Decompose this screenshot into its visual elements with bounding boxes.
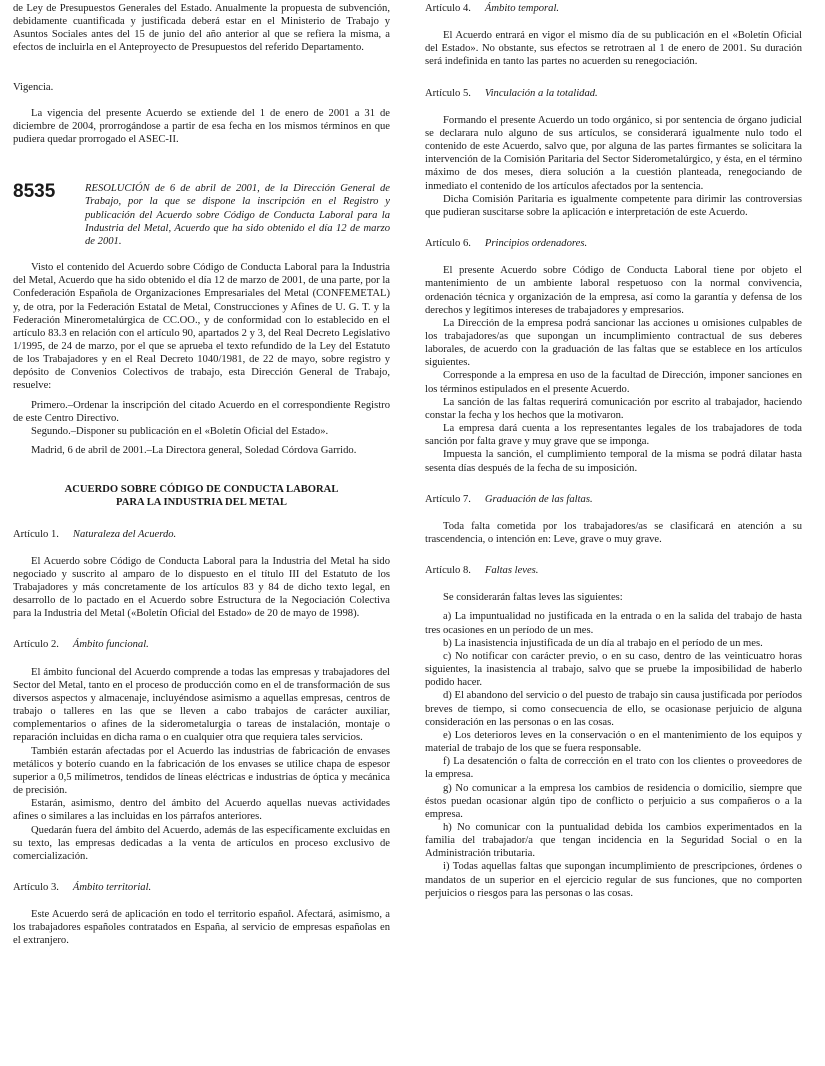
- article-4-paragraph: El Acuerdo entrará en vigor el mismo día de su publicación en el «Boletín Oficial del Estado». No obstante, sus efectos se retrotraen al 1 de enero de 2001. Su duración será indefinida en tanto las partes no acuerden su renegociación.: [425, 30, 802, 68]
- left-column: [13, 0, 390, 948]
- article-6-paragraph-6: Impuesta la sanción, el cumplimiento temporal de la misma se podrá dilatar hasta sesenta días después de la fecha de su imposición.: [425, 449, 802, 474]
- article-3-paragraph: Este Acuerdo será de aplicación en todo el territorio español. Afectará, asimismo, a los trabajadores españoles contratados en España, al servicio de empresas españolas en el extranjero.: [13, 909, 390, 947]
- resolution-block: [13, 182, 390, 248]
- article-7-label: Artículo 7.: [425, 493, 471, 505]
- visto-paragraph: Visto el contenido del Acuerdo sobre Código de Conducta Laboral para la Industria del Metal, Acuerdo que ha sido obtenido el día 12 de marzo de 2001, de una parte, por la Confederación Española de Organizaciones Empresariales del Metal (CONFEMETAL) y, de otra, por la Federación Estatal de Metal, Construcciones y Afines de U. G. T. y la Federación Minerometalúrgica de CC.OO., y de conformidad con lo establecido en el artículo 83.3 en relación con el artículo 90, apartados 2 y 3, del Real Decreto Legislativo 1/1995, de 24 de marzo, por el que se aprueba el texto refundido de la Ley del Estatuto de los Trabajadores y en el Real Decreto 1040/1981, de 22 de mayo, sobre registro y depósito de Convenios Colectivos de trabajo, esta Dirección General de Trabajo, resuelve:: [13, 262, 390, 392]
- list-item: a) La impuntualidad no justificada en la entrada o en la salida del trabajo de hasta tres ocasiones en un período de un mes.: [425, 611, 802, 636]
- article-3-title: Ámbito territorial.: [72, 881, 152, 893]
- article-6-label: Artículo 6.: [425, 238, 471, 250]
- article-2-title: Ámbito funcional.: [72, 639, 149, 651]
- article-2-paragraph-2: También estarán afectadas por el Acuerdo las industrias de fabricación de envases metálicos y boterío cuando en la fabricación de los envases se utilice chapa de espesor superior a 0,5 milímetros, tendidos de líneas eléctricas e industrias de óptica y mecánica de precisión.: [13, 745, 390, 797]
- article-2-paragraph-1: El ámbito funcional del Acuerdo comprende a todas las empresas y trabajadores del Sector del Metal, tanto en el proceso de producción como en el de transformación de sus diversos aspectos y almacenaje, incluyéndose asimismo a aquellas empresas, centros de trabajo o talleres en las que se lleven a cabo trabajos de carácter auxiliar, complementarios o afines de la siderometalurgia o tareas de instalación, montaje o reparación incluidas en dicha rama o en cualquier otra que requiera tales servicios.: [13, 666, 390, 744]
- article-4-label: Artículo 4.: [425, 3, 471, 14]
- article-7-heading: [425, 493, 802, 506]
- article-6-title: Principios ordenadores.: [484, 238, 588, 250]
- agreement-title: [13, 483, 390, 509]
- article-6-paragraph-2: La Dirección de la empresa podrá sancionar las acciones u omisiones culpables de los trabajadores/as que supongan un incumplimiento contractual de sus deberes laborales, de acuerdo con la graduación de las faltas que se establece en los artículos siguientes.: [425, 317, 802, 369]
- article-1-title: Naturaleza del Acuerdo.: [72, 528, 177, 540]
- list-item: i) Todas aquellas faltas que supongan incumplimiento de prescripciones, órdenes o mandatos de un superior en el ejercicio regular de sus funciones, que no comporten perjuicios o riesgos para las personas o las cosas.: [425, 861, 802, 899]
- article-5-title: Vinculación a la totalidad.: [484, 87, 598, 99]
- article-5-label: Artículo 5.: [425, 87, 471, 99]
- resolution-title: RESOLUCIÓN de 6 de abril de 2001, de la Dirección General de Trabajo, por la que se dispone la inscripción en el Registro y publicación del Acuerdo sobre Código de Conducta Laboral para la Industria del Metal, Acuerdo que ha sido obtenido el día 12 de marzo de 2001.: [85, 183, 390, 247]
- list-item: c) No notificar con carácter previo, o en su caso, dentro de las veinticuatro horas siguientes, la inasistencia al trabajo, salvo que se pruebe la imposibilidad de haberlo podido hacer.: [425, 650, 802, 689]
- article-5-paragraph-1: Formando el presente Acuerdo un todo orgánico, si por sentencia de órgano judicial se declarara nulo alguno de sus artículos, se considerará igualmente nulo todo el contenido de este Acuerdo, salvo que, por alguna de las partes firmantes se solicitara la intervención de la Comisión Paritaria del Sector Siderometalúrgico, y ésta, en el término máximo de dos meses, diera solución a la cuestión planteada, renegociando de inmediato el contenido de los artículos afectados por la sentencia.: [425, 114, 802, 192]
- article-2-label: Artículo 2.: [13, 639, 59, 651]
- intro-paragraph: de Ley de Presupuestos Generales del Estado. Anualmente la propuesta de subvención, debidamente cuantificada y justificada deberá estar en el Ministerio de Trabajo y Asuntos Sociales antes del 15 de junio del año anterior al que se refiera la misma, a efectos de incluirla en el Anteproyecto de Presupuestos del referido Departamento.: [13, 3, 390, 54]
- right-column: [425, 0, 802, 900]
- list-item: e) Los deterioros leves en la conservación o en el mantenimiento de los equipos y material de trabajo de los que se fuera responsable.: [425, 729, 802, 755]
- article-2-paragraph-3: Estarán, asimismo, dentro del ámbito del Acuerdo aquellas nuevas actividades afines o similares a las incluidas en los párrafos anteriores.: [13, 798, 390, 823]
- article-3-heading: [13, 881, 390, 894]
- article-8-title: Faltas leves.: [484, 565, 539, 577]
- signature-paragraph: Madrid, 6 de abril de 2001.–La Directora general, Soledad Córdova Garrido.: [31, 445, 357, 457]
- article-5-paragraph-2: Dicha Comisión Paritaria es igualmente competente para dirimir las controversias que pudieran suscitarse sobre la aplicación e interpretación de este Acuerdo.: [425, 193, 802, 218]
- article-6-paragraph-3: Corresponde a la empresa en uso de la facultad de Dirección, imponer sanciones en los términos estipulados en el presente Acuerdo.: [425, 370, 802, 395]
- article-6-paragraph-5: La empresa dará cuenta a los representantes legales de los trabajadores de toda sanción por falta grave y muy grave que se imponga.: [425, 423, 802, 448]
- article-7-paragraph: Toda falta cometida por los trabajadores/as se clasificará en atención a su trascendencia, o intención en: Leve, grave o muy grave.: [425, 520, 802, 545]
- article-6-paragraph-4: La sanción de las faltas requerirá comunicación por escrito al trabajador, haciendo constar la fecha y los hechos que la motivaron.: [425, 396, 802, 421]
- primero-paragraph: Primero.–Ordenar la inscripción del citado Acuerdo en el correspondiente Registro de este Centro Directivo.: [13, 399, 390, 424]
- article-1-paragraph: El Acuerdo sobre Código de Conducta Laboral para la Industria del Metal ha sido negociado y suscrito al amparo de lo dispuesto en el título III del Estatuto de los Trabajadores y más concretamente de los artículos 83 y 84 de dicho texto legal, en desarrollo de lo pactado en el Acuerdo sobre Estructura de la Negociación Colectiva para la Industria del Metal («Boletín Oficial del Estado» de 20 de mayo de 1998).: [13, 555, 390, 620]
- article-2-paragraph-4: Quedarán fuera del ámbito del Acuerdo, además de las específicamente excluidas en su texto, las empresas dedicadas a la venta de artículos en proceso exclusivo de comercialización.: [13, 824, 390, 862]
- article-8-heading: [425, 564, 802, 577]
- resolution-number: 8535: [13, 181, 56, 203]
- list-item: h) No comunicar con la puntualidad debida los cambios experimentados en la familia del trabajador/a que tengan incidencia en la Seguridad Social o en la Administración tributaria.: [425, 821, 802, 860]
- list-item: b) La inasistencia injustificada de un día al trabajo en el período de un mes.: [443, 637, 763, 649]
- vigencia-paragraph: La vigencia del presente Acuerdo se extiende del 1 de enero de 2001 a 31 de diciembre de 2004, prorrogándose a partir de esa fecha en los mismos términos en que pudiera quedar prorrogado el ASEC-II.: [13, 107, 390, 146]
- vigencia-heading: Vigencia.: [13, 81, 54, 93]
- article-6-heading: [425, 237, 802, 250]
- segundo-paragraph: Segundo.–Disponer su publicación en el «Boletín Oficial del Estado».: [31, 425, 329, 437]
- article-8-intro: Se considerarán faltas leves las siguientes:: [443, 592, 623, 604]
- article-4-title: Ámbito temporal.: [484, 3, 560, 14]
- article-5-heading: [425, 87, 802, 100]
- list-item: d) El abandono del servicio o del puesto de trabajo sin causa justificada por períodos breves de tiempo, si como consecuencia de ello, se ocasionase perjuicio de alguna consideración en las personas o en las cosas.: [425, 690, 802, 728]
- agreement-title-line-1: ACUERDO SOBRE CÓDIGO DE CONDUCTA LABORAL: [64, 484, 339, 496]
- article-1-label: Artículo 1.: [13, 528, 59, 540]
- article-6-paragraph-1: El presente Acuerdo sobre Código de Conducta Laboral tiene por objeto el mantenimiento de un ambiente laboral respetuoso con la normal convivencia, ordenación técnica y organización de la empresa, así como la garantía y defensa de los derechos y legítimos intereses de trabajadores y empresarios.: [425, 265, 802, 316]
- article-8-label: Artículo 8.: [425, 565, 471, 577]
- article-4-heading: [425, 2, 802, 15]
- agreement-title-line-2: PARA LA INDUSTRIA DEL METAL: [116, 497, 287, 509]
- article-3-label: Artículo 3.: [13, 881, 59, 893]
- list-item: f) La desatención o falta de corrección en el trato con los clientes o proveedores de la empresa.: [425, 756, 802, 781]
- article-1-heading: [13, 528, 390, 541]
- article-7-title: Graduación de las faltas.: [484, 493, 593, 505]
- list-item: g) No comunicar a la empresa los cambios de residencia o domicilio, siempre que éstos puedan ocasionar algún tipo de conflicto o perjuicio a sus compañeros o a la empresa.: [425, 782, 802, 820]
- article-2-heading: [13, 638, 390, 651]
